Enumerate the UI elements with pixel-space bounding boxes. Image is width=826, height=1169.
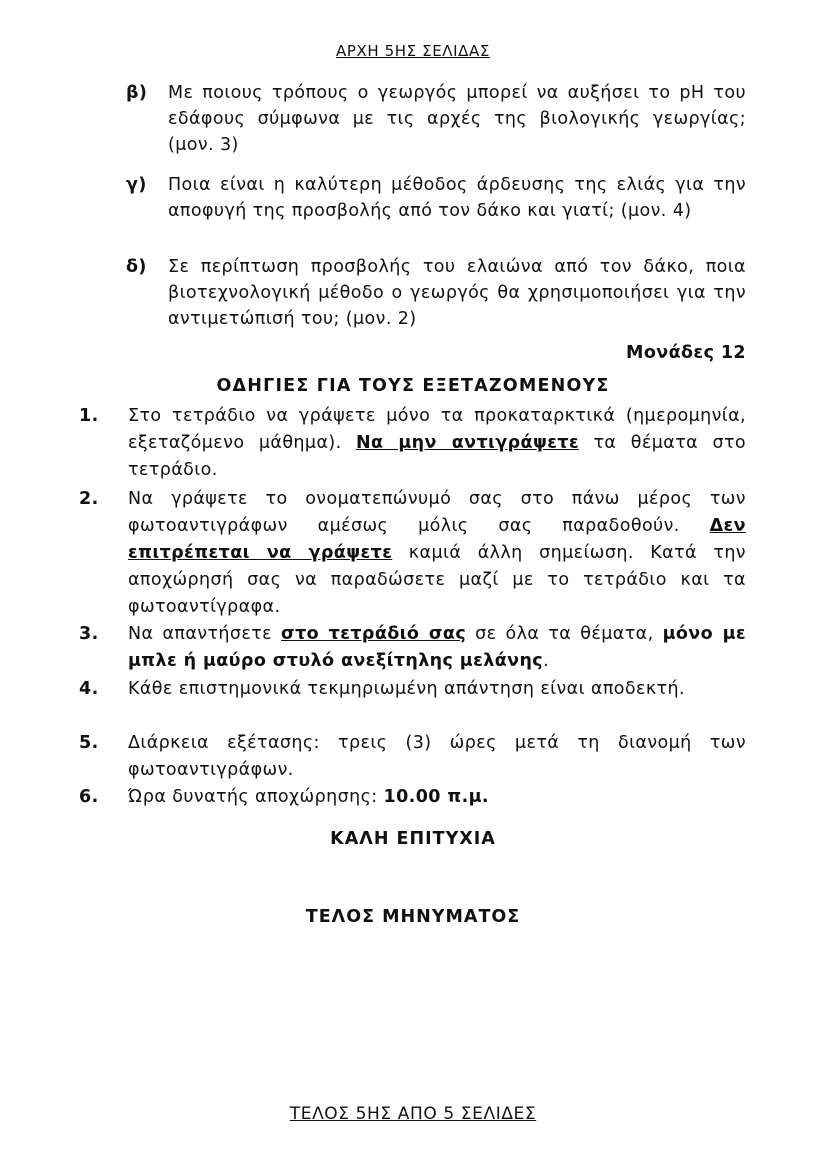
bold-text: 10.00 π.μ. [383, 787, 489, 807]
instruction-number: 2. [79, 489, 99, 509]
instruction-text: Στο τετράδιο να γράψετε μόνο τα προκαταρκτικά (ημερομηνία, εξεταζόμενο μάθημα). Να μην αντιγράψετε τα θέματα στο τετράδιο. [128, 406, 746, 480]
instructions-title: ΟΔΗΓΙΕΣ ΓΙΑ ΤΟΥΣ ΕΞΕΤΑΖΟΜΕΝΟΥΣ [216, 376, 610, 396]
instruction-item-4 [79, 676, 746, 703]
page-footer: ΤΕΛΟΣ 5ΗΣ ΑΠΟ 5 ΣΕΛΙΔΕΣ [289, 1104, 537, 1124]
subquestion-d [126, 254, 746, 332]
instruction-item-1 [79, 403, 746, 484]
instruction-item-6 [79, 784, 746, 811]
emphasis-text: Δεν επιτρέπεται να γράψετε [128, 516, 746, 563]
subquestion-label: δ) [126, 257, 147, 277]
instruction-text: Να γράψετε το ονοματεπώνυμό σας στο πάνω μέρος των φωτοαντιγράφων αμέσως μόλις σας παραδοθούν. Δεν επιτρέπεται να γράψετε καμιά άλλη σημείωση. Κατά την αποχώρησή σας να παραδώσετε μαζί με το τετράδιο και τα φωτοαντίγραφα. [128, 489, 746, 617]
instruction-number: 5. [79, 733, 99, 753]
subquestion-label: γ) [126, 175, 147, 195]
bold-text: μόνο με μπλε ή μαύρο στυλό ανεξίτηλης μελάνης [128, 624, 746, 671]
emphasis-text: Να μην αντιγράψετε [355, 433, 580, 453]
instruction-text: Κάθε επιστημονικά τεκμηριωμένη απάντηση είναι αποδεκτή. [128, 679, 685, 699]
subquestion-text: Σε περίπτωση προσβολής του ελαιώνα από τον δάκο, ποια βιοτεχνολογική μέθοδο ο γεωργός θα χρησιμοποιήσει για την αντιμετώπισή του; (μον. 2) [168, 257, 746, 329]
emphasis-text: στο τετράδιό σας [281, 624, 467, 644]
page-header: ΑΡΧΗ 5ΗΣ ΣΕΛΙΔΑΣ [336, 42, 490, 60]
end-message: ΤΕΛΟΣ ΜΗΝΥΜΑΤΟΣ [305, 907, 521, 927]
subquestion-text: Ποια είναι η καλύτερη μέθοδος άρδευσης της ελιάς για την αποφυγή της προσβολής από τον δάκο και γιατί; (μον. 4) [168, 175, 746, 221]
instruction-number: 6. [79, 787, 99, 807]
subquestion-text: Με ποιους τρόπους ο γεωργός μπορεί να αυξήσει το pH του εδάφους σύμφωνα με τις αρχές της βιολογικής γεωργίας; (μον. 3) [168, 83, 746, 155]
subquestion-c [126, 172, 746, 224]
subquestion-b [126, 80, 746, 158]
instruction-text: Να απαντήσετε στο τετράδιό σας σε όλα τα θέματα, μόνο με μπλε ή μαύρο στυλό ανεξίτηλης μελάνης. [128, 624, 746, 671]
instruction-item-2 [79, 486, 746, 621]
instruction-item-3 [79, 621, 746, 675]
instruction-number: 4. [79, 679, 99, 699]
good-luck-text: ΚΑΛΗ ΕΠΙΤΥΧΙΑ [330, 829, 496, 849]
instruction-text: Διάρκεια εξέτασης: τρεις (3) ώρες μετά τη διανομή των φωτοαντιγράφων. [128, 733, 746, 780]
instruction-item-5 [79, 730, 746, 784]
instruction-text: Ώρα δυνατής αποχώρησης: 10.00 π.μ. [128, 787, 489, 807]
points-total: Μονάδες 12 [626, 343, 746, 363]
instruction-number: 1. [79, 406, 99, 426]
subquestion-label: β) [126, 83, 148, 103]
instruction-number: 3. [79, 624, 99, 644]
